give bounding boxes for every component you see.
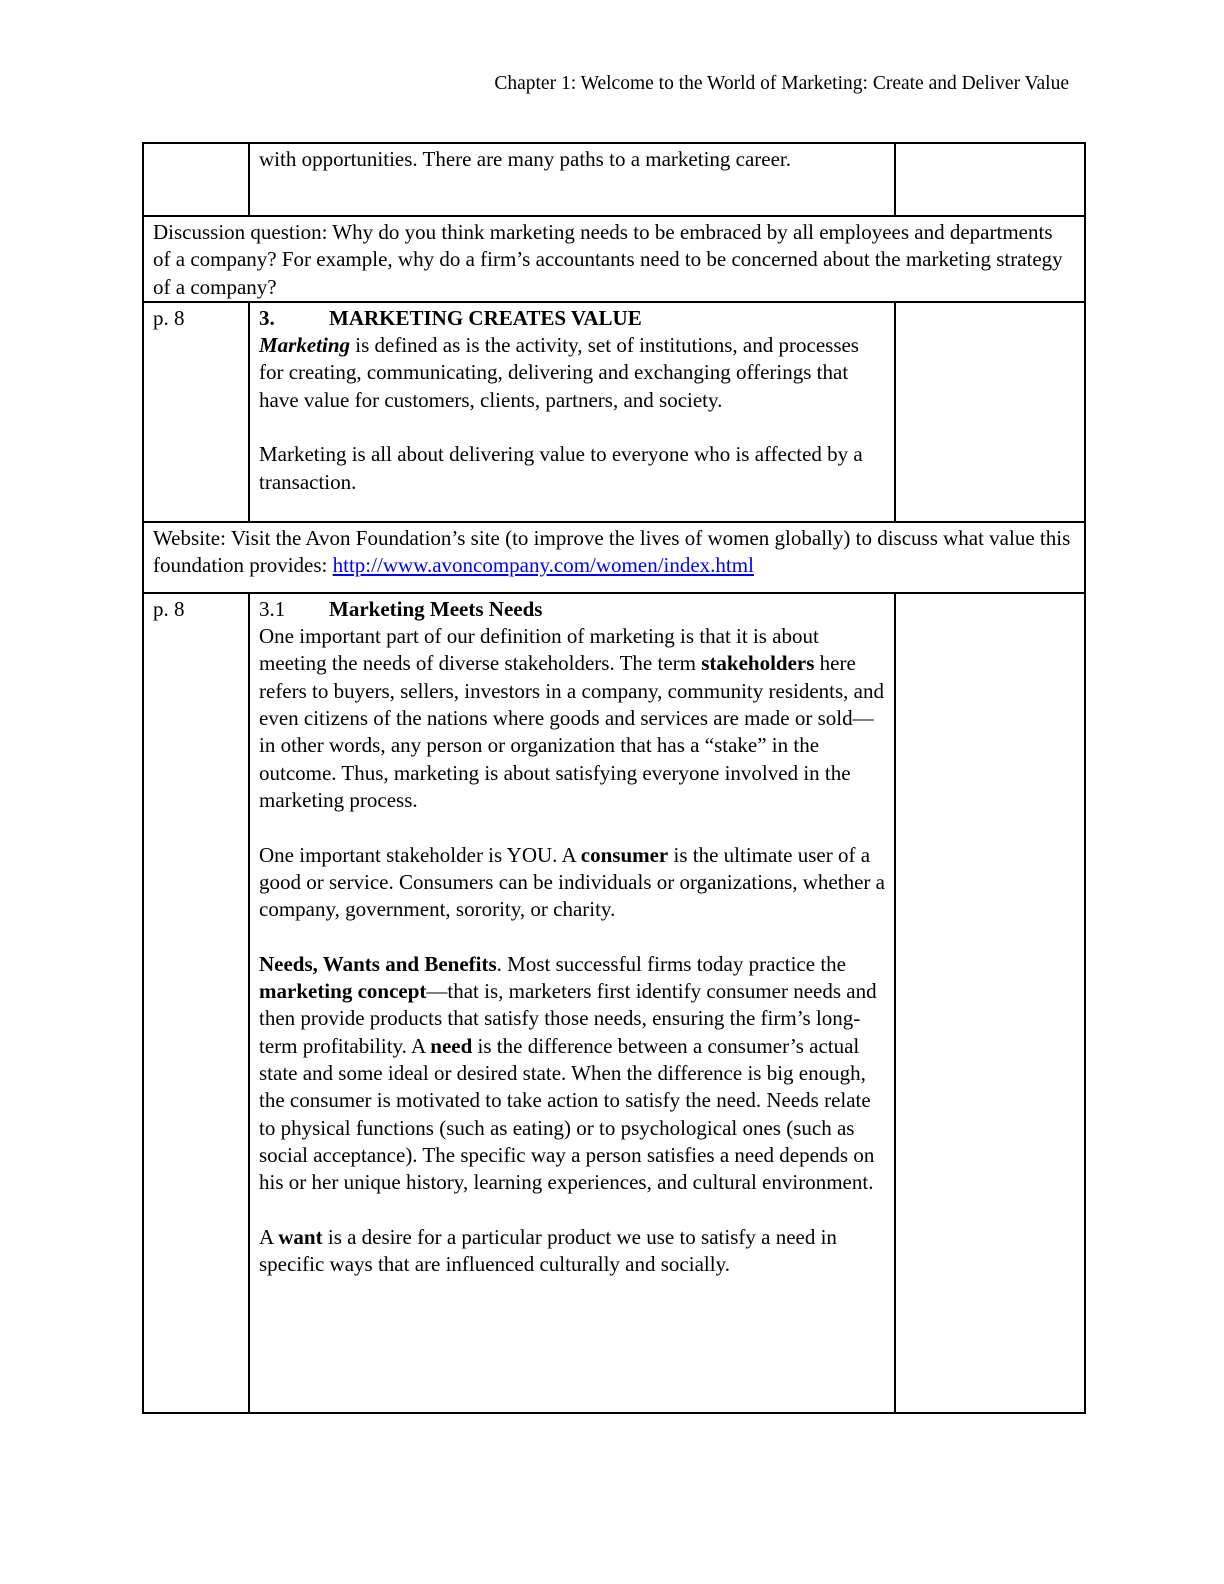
lecture-outline-table (142, 142, 1086, 1414)
website-row (143, 522, 1085, 593)
website-text: Website: Visit the Avon Foundation’s site (to improve the lives of women globally) to discuss what value this foundation provides: http://www.avoncompany.com/women/index.html (153, 525, 1071, 578)
section-heading (259, 596, 885, 623)
website-cell (143, 522, 1085, 593)
definition-paragraph: Marketing is defined as is the activity, set of institutions, and processes for creating, communicating, delivering and exchanging offerings that have value for customers, clients, partners, and society. (259, 333, 859, 412)
content-cell (249, 302, 895, 522)
section-heading (259, 305, 885, 332)
page-ref-cell (143, 143, 249, 216)
page-ref-cell: p. 8 (143, 302, 249, 522)
want-paragraph: A want is a desire for a particular product we use to satisfy a need in specific ways that are influenced culturally and socially. (259, 1224, 837, 1277)
consumer-paragraph: One important stakeholder is YOU. A consumer is the ultimate user of a good or service. Consumers can be individuals or organizations, whether a company, government, sorority, or charity. (259, 842, 885, 922)
discussion-question-row (143, 216, 1085, 302)
needs-paragraph: Needs, Wants and Benefits. Most successful firms today practice the marketing concept—that is, marketers first identify consumer needs and then provide products that satisfy those needs, ensuring the firm’s long-term profitability. A need is the difference between a consumer’s actual state and some ideal or desired state. When the difference is big enough, the consumer is motivated to take action to satisfy the need. Needs relate to physical functions (such as eating) or to psychological ones (such as social acceptance). The specific way a person satisfies a need depends on his or her unique history, learning experiences, and cultural environment. (259, 951, 877, 1195)
term-marketing: Marketing (259, 333, 351, 358)
notes-cell (895, 143, 1085, 216)
term-need: need (430, 1033, 473, 1058)
stakeholders-paragraph: One important part of our definition of marketing is that it is about meeting the needs of diverse stakeholders. The term stakeholders here refers to buyers, sellers, investors in a company, community residents, and even citizens of the nations where goods and services are made or sold—in other words, any person or organization that has a “stake” in the outcome. Thus, marketing is about satisfying everyone involved in the marketing process. (259, 624, 884, 812)
term-consumer: consumer (580, 842, 669, 867)
table-row (143, 143, 1085, 216)
section-title: MARKETING CREATES VALUE (329, 305, 642, 330)
section-number: 3.1 (259, 596, 286, 621)
table-row (143, 302, 1085, 522)
term-needs-wants-benefits: Needs, Wants and Benefits (259, 951, 497, 976)
discussion-question-cell (143, 216, 1085, 302)
term-want: want (278, 1224, 323, 1249)
notes-cell (895, 302, 1085, 522)
page-ref-cell: p. 8 (143, 593, 249, 1413)
content-cell (249, 143, 895, 216)
section-number: 3. (259, 305, 275, 330)
content-text: Marketing is all about delivering value to everyone who is affected by a transaction. (259, 442, 863, 494)
avon-foundation-link[interactable]: http://www.avoncompany.com/women/index.html (332, 553, 754, 578)
table-row (143, 593, 1085, 1413)
section-title: Marketing Meets Needs (329, 596, 543, 621)
content-cell (249, 593, 895, 1413)
term-stakeholders: stakeholders (701, 651, 815, 676)
content-text: with opportunities. There are many paths to a marketing career. (259, 147, 792, 171)
running-header: Chapter 1: Welcome to the World of Marketing: Create and Deliver Value (494, 73, 1069, 94)
term-marketing-concept: marketing concept (259, 979, 427, 1004)
notes-cell (895, 593, 1085, 1413)
discussion-question-text: Discussion question: Why do you think marketing needs to be embraced by all employees and departments of a company? For example, why do a firm’s accountants need to be concerned about the marketing strategy of a company? (153, 220, 1063, 299)
